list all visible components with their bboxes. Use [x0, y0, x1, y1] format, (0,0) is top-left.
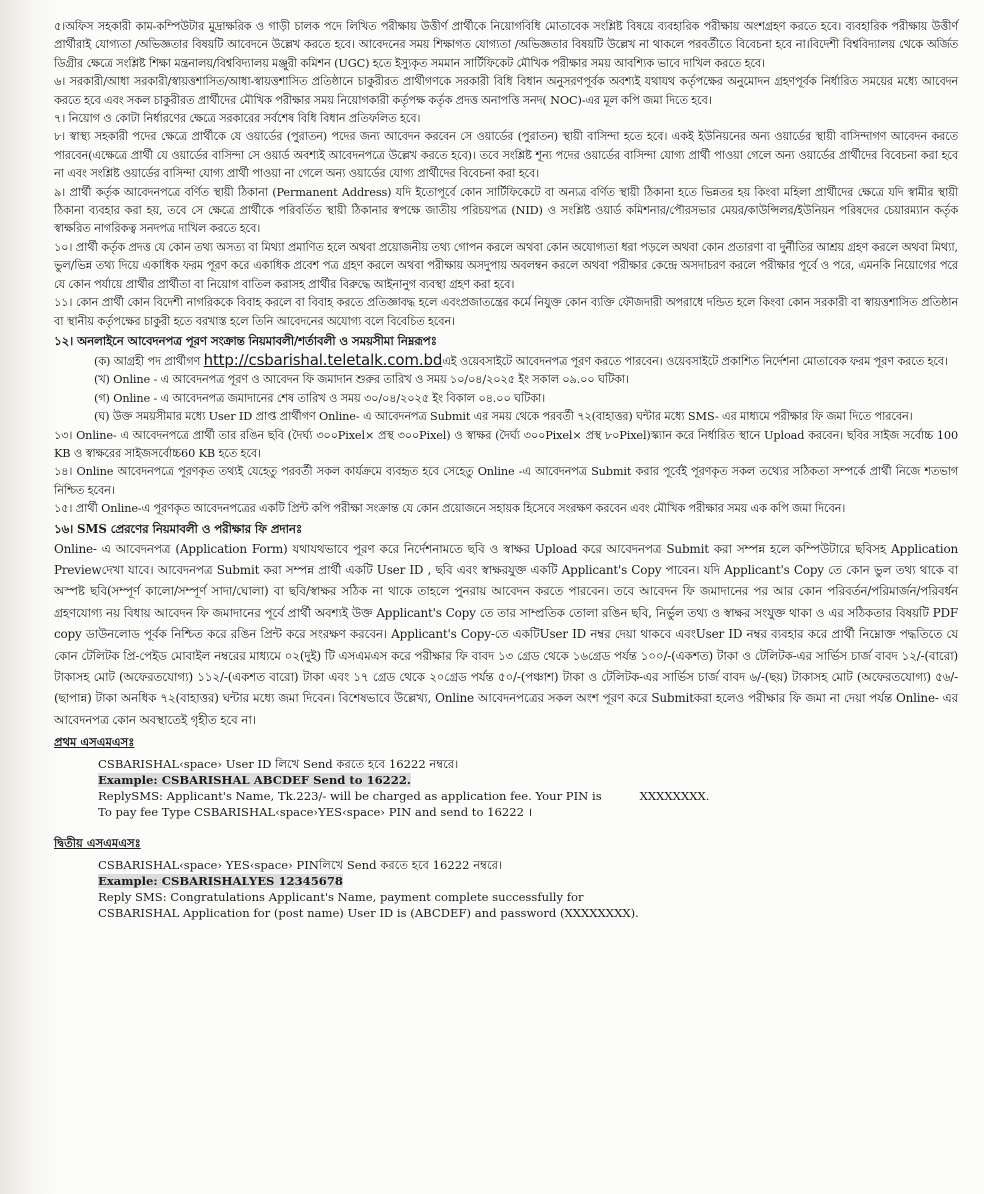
- section-12-item-c: (গ) Online - এ আবেদনপত্র জমাদানের শেষ তারিখ ও সময় ৩০/০৪/২০২৫ ইং বিকাল ০৪.০০ ঘটিকা।: [94, 391, 546, 405]
- second-sms-example-label: Example: CSBARISHAL: [98, 874, 249, 889]
- first-sms-example-value: ABCDEF Send to 16222.: [249, 773, 411, 788]
- item-a-prefix: (ক) আগ্রহী পদ প্রার্থীগণ: [94, 354, 204, 368]
- paragraph-11: ১১। কোন প্রার্থী কোন বিদেশী নাগরিককে বিবাহ করলে বা বিবাহ করতে প্রতিজ্ঞাবদ্ধ হলে এবংপ্রজাতন্ত্রের কর্মে নিযুক্ত কোন ব্যক্তি ফৌজদারী অপরাধে দন্ডিত হলে কিংবা কোন সরকারী বা স্বায়ত্তশাসিত প্রতিষ্ঠান বা স্থানীয় কর্তৃপক্ষের চাকুরী হতে বরখাস্ত হলে তিনি আবেদনের অযোগ্য বলে বিবেচিত হবেন।: [54, 296, 958, 328]
- first-sms-reply-text: ReplySMS: Applicant's Name, Tk.223/- will be charged as application fee. Your PIN is: [98, 789, 602, 804]
- application-website-link[interactable]: http://csbarishal.teletalk.com.bd: [203, 350, 443, 369]
- first-sms-heading: প্রথম এসএমএসঃ: [54, 735, 135, 750]
- item-a-suffix: এই ওয়েবসাইটে আবেদনপত্র পূরণ করতে পারবেন। ওয়েবসাইটে প্রকাশিত নির্দেশনা মোতাবেক ফরম পূরণ করতে হবে।: [442, 354, 948, 368]
- paragraph-9: ৯। প্রার্থী কর্তৃক আবেদনপত্রে বর্ণিত স্থায়ী ঠিকানা (Permanent Address) যদি ইতোপূর্বে কোন সার্টিফিকেটে বা অন্যত্র বর্ণিত স্থায়ী ঠিকানা হতে ভিন্নতর হয় কিংবা মহিলা প্রার্থীদের ক্ষেত্রে যদি স্বামীর স্থায়ী ঠিকানা ব্যবহার করা হয়, তবে সে ক্ষেত্রে প্রার্থীকে পরিবর্তিত স্থায়ী ঠিকানার স্বপক্ষে জাতীয় পরিচয়পত্র (NID) ও সংশ্লিষ্ট ওয়ার্ড কমিশনার/পৌরসভার মেয়র/কাউন্সিলর/ইউনিয়ন পরিষদের চেয়ারম্যান কর্তৃক স্বাক্ষরিত নাগরিকত্ব সনদপত্র দাখিল করতে হবে।: [54, 185, 958, 236]
- second-sms-reply: Reply SMS: Congratulations Applicant's Name, payment complete successfully for: [98, 890, 584, 905]
- paragraph-15: ১৫। প্রার্থী Online-এ পূরণকৃত আবেদনপত্রের একটি প্রিন্ট কপি পরীক্ষা সংক্রান্ত যে কোন প্রয়োজনে সহায়ক হিসেবে সংরক্ষণ করবেন এবং মৌখিক পরীক্ষার সময় এক কপি জমা দিবেন।: [54, 502, 846, 516]
- first-sms-instruction: CSBARISHAL‹space› User ID লিখে Send করতে হবে 16222 নম্বরে।: [98, 757, 459, 772]
- first-sms-block: [98, 756, 958, 820]
- paragraph-10: ১০। প্রার্থী কর্তৃক প্রদত্ত যে কোন তথ্য অসত্য বা মিথ্যা প্রমাণিত হলে অথবা প্রয়োজনীয় তথ্য গোপন করলে অথবা কোন অযোগ্যতা ধরা পড়লে অথবা কোন প্রতারণা বা দুর্নীতির আশ্রয় গ্রহণ করলে অথবা মিথ্যা, ভুল/ভিন্ন তথ্য দিয়ে একাধিক ফরম পূরণ করে একাধিক প্রবেশ পত্র গ্রহণ করলে অথবা পরীক্ষায় অসদুপায় অবলম্বন করলে অথবা পরীক্ষার কেন্দ্রে অসদাচরণ করলে পরীক্ষার পূর্বে ও পরে, এমনকি নিয়োগের পরে যে কোন পর্যায়ে প্রার্থীর প্রার্থীতা বা নিয়োগ বাতিল করাসহ প্রার্থীর বিরুদ্ধে আইনানুগ ব্যবস্থা গ্রহণ করা হবে।: [54, 240, 958, 291]
- paragraph-7: ৭। নিয়োগ ও কোটা নির্ধারণের ক্ষেত্রে সরকারের সর্বশেষ বিধি বিধান প্রতিফলিত হবে।: [54, 112, 421, 126]
- section-12-item-a: [94, 351, 958, 371]
- first-sms-example-label: Example: CSBARISHAL: [98, 773, 250, 788]
- first-sms-pin: XXXXXXXX.: [639, 789, 710, 804]
- paragraph-6: ৬। সরকারী/আধা সরকারী/স্বায়ত্তশাসিত/আধা-স্বায়ত্তশাসিত প্রতিষ্ঠানে চাকুরীরত প্রার্থীগণকে সরকারী বিধি বিধান অনুসরণপূর্বক অবশ্যই যথাযথ কর্তৃপক্ষের অনুমোদন গ্রহণপূর্বক নির্ধারিত সময়ের মধ্যে আবেদন করতে হবে এবং সকল চাকুরীরত প্রার্থীদের মৌখিক পরীক্ষার সময় নিয়োগকারী কর্তৃপক্ষ কর্তৃক প্রদত্ত অনাপত্তি সনদ( NOC)-এর মূল কপি জমা দিতে হবে।: [54, 75, 958, 107]
- section-12-item-b: (খ) Online - এ আবেদনপত্র পূরণ ও আবেদন ফি জমাদান শুরুর তারিখ ও সময় ১০/০৪/২০২৫ ইং সকাল ০৯.০০ ঘটিকা।: [94, 373, 629, 387]
- second-sms-instruction: CSBARISHAL‹space› YES‹space› PINলিখে Send করতে হবে 16222 নম্বরে।: [98, 858, 503, 873]
- paragraph-14: ১৪। Online আবেদনপত্রে পূরণকৃত তথ্যই যেহেতু পরবর্তী সকল কার্যক্রমে ব্যবহৃত হবে সেহেতু Online -এ আবেদনপত্র Submit করার পূর্বেই পূরণকৃত সকল তথ্যের সঠিকতা সম্পর্কে প্রার্থী নিজে শতভাগ নিশ্চিত হবেন।: [54, 465, 958, 497]
- second-sms-example-value: YES 12345678: [248, 874, 343, 889]
- section-16-body: Online- এ আবেদনপত্র (Application Form) যথাযথভাবে পূরণ করে নির্দেশনামতে ছবি ও স্বাক্ষর Upload করে আবেদনপত্র Submit করা সম্পন্ন হলে কম্পিউটারে ছবিসহ Application Previewদেখা যাবে। আবেদনপত্র Submit করা সম্পন্ন প্রার্থী একটি User ID , ছবি এবং স্বাক্ষরযুক্ত একটি Applicant's Copy পাবেন। যদি Applicant's Copy তে কোন ভুল তথ্য থাকে বা অস্পষ্ট ছবি(সম্পূর্ণ কালো/সম্পূর্ণ সাদা/ঘোলা) বা ছবি/স্বাক্ষর সঠিক না থাকে তাহলে পুনরায় আবেদন করতে পারবেন। তবে আবেদন ফি জমাদানের পর আর কোন পরিবর্তন/পরিমার্জন/পরিবর্ধন গ্রহণযোগ্য নয় বিধায় আবেদন ফি জমাদানের পূর্বে প্রার্থী অবশ্যই উক্ত Applicant's Copy তে তার সাম্প্রতিক তোলা রঙিন ছবি, নির্ভুল তথ্য ও স্বাক্ষর সংযুক্ত থাকা ও এর সঠিকতার বিষয়টি PDF copy ডাউনলোড পূর্বক নিশ্চিত করে রঙিন প্রিন্ট করে সংরক্ষণ করবেন। Applicant's Copy-তে একটিUser ID নম্বর দেয়া থাকবে এবংUser ID নম্বর ব্যবহার করে প্রার্থী নিম্নোক্ত পদ্ধতিতে যে কোন টেলিটক প্রি-পেইড মোবাইল নম্বরের মাধ্যমে ০২(দুই) টি এসএমএস করে পরীক্ষার ফি বাবদ ১৩ গ্রেড থেকে ১৬গ্রেড পর্যন্ত ১০০/-(একশত) টাকা ও টেলিটক-এর সার্ভিস চার্জ বাবদ ১২/-(বারো) টাকাসহ মোট (অফেরতযোগ্য) ১১২/-(একশত বারো) টাকা এবং ১৭ গ্রেড থেকে ২০গ্রেড পর্যন্ত ৫০/-(পঞ্চাশ) টাকা ও টেলিটক-এর সার্ভিস চার্জ বাবদ ৬/-(ছয়) টাকাসহ মোট (অফেরতযোগ্য) ৫৬/-(ছাপান্ন) টাকা অনধিক ৭২(বাহাত্তর) ঘন্টার মধ্যে জমা দিবেন। বিশেষভাবে উল্লেখ্য, Online আবেদনপত্রের সকল অংশ পূরণ করে Submitকরা হলেও পরীক্ষার ফি জমা না দেয়া পর্যন্ত Online- এর আবেদনপত্র কোন অবস্থাতেই গৃহীত হবে না।: [54, 541, 958, 727]
- first-sms-example: [98, 772, 958, 788]
- paragraph-5: ৫।অফিস সহকারী কাম-কম্পিউটার মুদ্রাক্ষরিক ও গাড়ী চালক পদে লিখিত পরীক্ষায় উত্তীর্ণ প্রার্থীকে নিয়োগবিধি মোতাবেক সংশ্লিষ্ট বিষয়ে ব্যবহারিক পরীক্ষায় অংশগ্রহণ করতে হবে। ব্যবহারিক পরীক্ষায় উত্তীর্ণ প্রার্থীরাই যোগ্যতা /অভিজ্ঞতার বিষয়টি আবেদনে উল্লেখ করতে হবে। আবেদনের সময় শিক্ষাগত যোগ্যতা /অভিজ্ঞতার বিষয়টি উল্লেখ না থাকলে পরবর্তীতে বিবেচনা হবে না।বিদেশী বিশ্ববিদ্যালয় থেকে অর্জিত ডিগ্রীর ক্ষেত্রে সংশ্লিষ্ট শিক্ষা মন্ত্রনালয়/বিশ্ববিদ্যালয় মঞ্জুরী কমিশন (UGC) হতে ইস্যুকৃত সমমান সার্টিফিকেট মৌখিক পরীক্ষার সময় আবশ্যিক ভাবে দাখিল করতে হবে।: [54, 20, 958, 70]
- second-sms-example: [98, 873, 958, 889]
- section-16-heading: ১৬। SMS প্রেরণের নিয়মাবলী ও পরীক্ষার ফি প্রদানঃ: [54, 521, 303, 536]
- paragraph-13: ১৩। Online- এ আবেদনপত্রে প্রার্থী তার রঙিন ছবি (দৈর্ঘ্য ৩০০Pixel× প্রস্থ ৩০০Pixel) ও স্বাক্ষর (দৈর্ঘ্য ৩০০Pixel× প্রস্থ ৮০Pixel)স্ক্যান করে নির্ধারিত স্থানে Upload করবেন। ছবির সাইজ সর্বোচ্চ 100 KB ও স্বাক্ষরের সাইজসর্বোচ্চ60 KB হতে হবে।: [54, 428, 958, 460]
- second-sms-credentials: CSBARISHAL Application for (post name) User ID is (ABCDEF) and password (XXXXXXXX).: [98, 906, 639, 921]
- second-sms-block: [98, 857, 958, 921]
- first-sms-reply: [98, 788, 958, 804]
- paragraph-8: ৮। স্বাস্থ্য সহকারী পদের ক্ষেত্রে প্রার্থীকে যে ওয়ার্ডের (পুরাতন) পদের জন্য আবেদন করবেন সে ওয়ার্ডের (পুরাতন) স্থায়ী বাসিন্দা হতে হবে। একই ইউনিয়নের অন্য ওয়ার্ডের স্থায়ী বাসিন্দাগণ আবেদন করতে পারবেন(এক্ষেত্রে প্রার্থী যে ওয়ার্ডের বাসিন্দা সে ওয়ার্ড অবশ্যই আবেদনপত্রে উল্লেখ করতে হবে)। তবে সংশ্লিষ্ট শূন্য পদের ওয়ার্ডের বাসিন্দা যোগ্য প্রার্থী পাওয়া গেলে অন্য ওয়ার্ডের প্রার্থীদের বিবেচনা করা হবে না এবং সংশ্লিষ্ট ওয়ার্ডের বাসিন্দা যোগ্য প্রার্থী পাওয়া না গেলে অন্য ওয়ার্ডের যোগ্য প্রার্থীদের বিবেচনা করা হবে।: [54, 130, 958, 181]
- section-12-item-d: (ঘ) উক্ত সময়সীমার মধ্যে User ID প্রাপ্ত প্রার্থীগণ Online- এ আবেদনপত্র Submit এর সময় থেকে পরবর্তী ৭২(বাহাত্তর) ঘন্টার মধ্যে SMS- এর মাধ্যমে পরীক্ষার ফি জমা দিতে পারবেন।: [94, 410, 913, 424]
- first-sms-pay-instruction: To pay fee Type CSBARISHAL‹space›YES‹space› PIN and send to 16222 ।: [98, 805, 533, 820]
- section-12-heading: ১২। অনলাইনে আবেদনপত্র পূরণ সংক্রান্ত নিয়মাবলী/শর্তাবলী ও সময়সীমা নিম্নরূপঃ: [54, 333, 437, 348]
- second-sms-heading: দ্বিতীয় এসএমএসঃ: [54, 836, 141, 851]
